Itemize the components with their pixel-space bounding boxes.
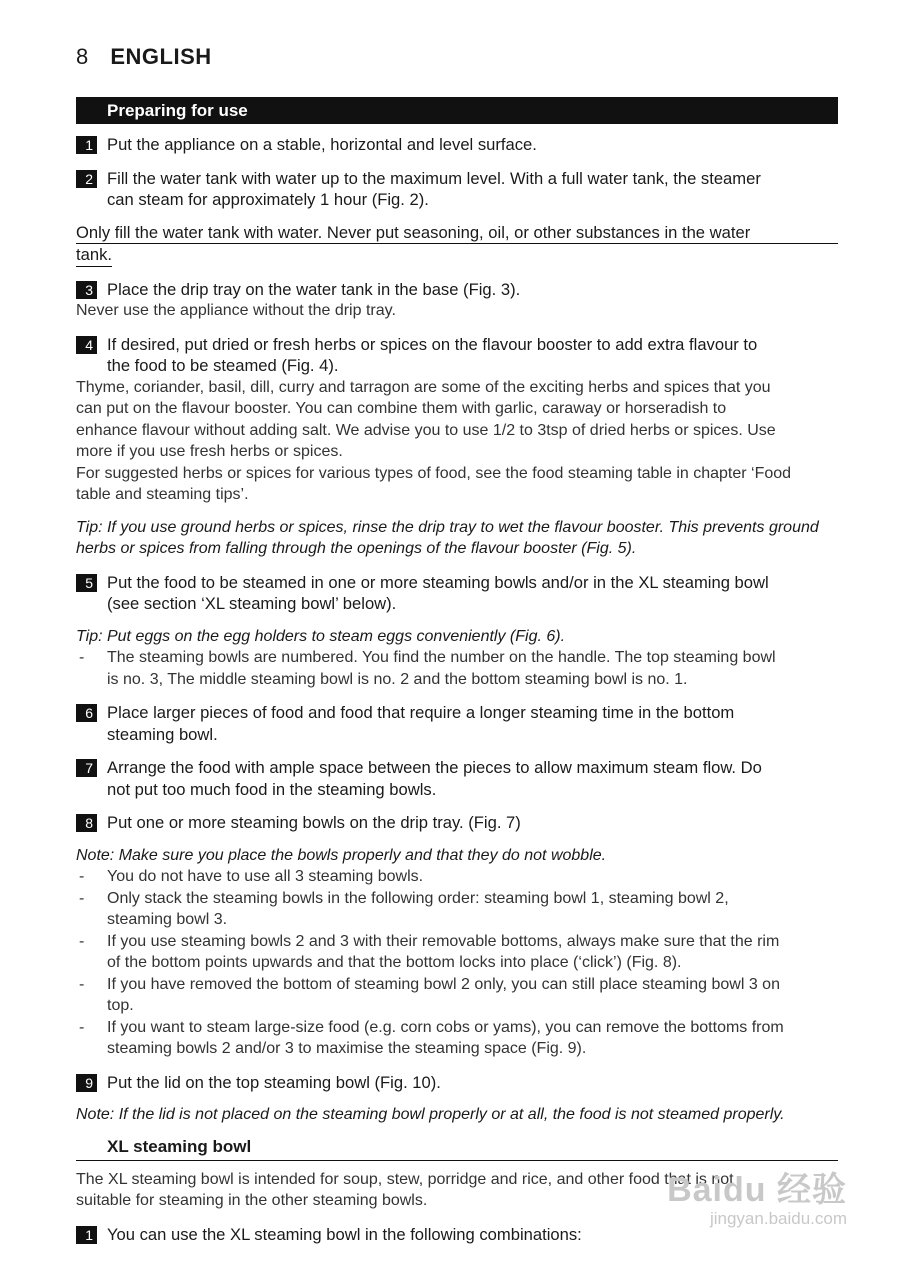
warning-line: Only fill the water tank with water. Never put seasoning, oil, or other substances in the water <box>76 222 838 245</box>
step-number: 8 <box>76 814 97 832</box>
bullet-line: - Only stack the steaming bowls in the following order: steaming bowl 1, steaming bowl 2, <box>107 889 729 907</box>
step-number: 5 <box>76 574 97 592</box>
tip-note <box>76 517 838 560</box>
bullet-line: top. <box>107 997 134 1014</box>
manual-content <box>76 97 838 1245</box>
step-text: You can use the XL steaming bowl in the following combinations: <box>107 1224 582 1244</box>
step-number: 1 <box>76 136 97 154</box>
body-line: more if you use fresh herbs or spices. <box>76 443 343 460</box>
bullet-item <box>76 931 838 974</box>
step-text: Put one or more steaming bowls on the drip tray. (Fig. 7) <box>107 813 521 832</box>
bullet-line: of the bottom points upwards and that the bottom locks into place (‘click’) (Fig. 8). <box>107 954 682 971</box>
body-line: suitable for steaming in the other steaming bowls. <box>76 1192 428 1209</box>
bullet-line: - The steaming bowls are numbered. You find the number on the handle. The top steaming bowl <box>107 649 776 666</box>
step-number: 6 <box>76 704 97 722</box>
page-number: 8 <box>76 44 89 69</box>
note: Note: If the lid is not placed on the steaming bowl properly or at all, the food is not steamed properly. <box>76 1106 785 1123</box>
watermark-url: jingyan.baidu.com <box>709 1209 847 1228</box>
baidu-watermark <box>667 1162 847 1229</box>
step-1 <box>76 134 838 156</box>
tip-line: Tip: If you use ground herbs or spices, rinse the drip tray to wet the flavour booster. This prevents ground <box>76 518 819 536</box>
subsection-title: XL steaming bowl <box>76 1136 838 1161</box>
section-title-bar: Preparing for use <box>76 97 838 124</box>
step-text-line: If desired, put dried or fresh herbs or spices on the flavour booster to add extra flavour to <box>107 334 758 354</box>
step-text-line: (see section ‘XL steaming bowl’ below). <box>107 594 397 613</box>
step-text: Place the drip tray on the water tank in the base (Fig. 3). <box>107 279 521 299</box>
step-number: 2 <box>76 170 97 188</box>
step-note: Never use the appliance without the drip tray. <box>76 302 396 319</box>
step-3 <box>76 279 838 301</box>
body-line: For suggested herbs or spices for various types of food, see the food steaming table in chapter ‘Food <box>76 464 792 482</box>
step-text-line: Put the food to be steamed in one or more steaming bowls and/or in the XL steaming bowl <box>107 572 769 592</box>
body-line: table and steaming tips’. <box>76 486 249 503</box>
step-9 <box>76 1072 838 1094</box>
step-number: 1 <box>76 1226 97 1244</box>
step-number: 9 <box>76 1074 97 1092</box>
language-label: ENGLISH <box>110 44 212 69</box>
step-text-line: Fill the water tank with water up to the maximum level. With a full water tank, the steamer <box>107 168 761 188</box>
bullet-line: - If you use steaming bowls 2 and 3 with their removable bottoms, always make sure that the rim <box>107 932 780 950</box>
bullet-item <box>76 888 838 931</box>
step-number: 4 <box>76 336 97 354</box>
body-line: enhance flavour without adding salt. We advise you to use 1/2 to 3tsp of dried herbs or spices. Use <box>76 421 776 439</box>
watermark-logo: Baidu 经验 <box>667 1171 847 1209</box>
step-text-line: Place larger pieces of food and food that require a longer steaming time in the bottom <box>107 703 735 722</box>
note: Note: Make sure you place the bowls properly and that they do not wobble. <box>76 846 607 864</box>
page-header <box>76 44 212 70</box>
bullet-item <box>76 1017 838 1060</box>
step-number: 3 <box>76 281 97 299</box>
step-text-line: not put too much food in the steaming bowls. <box>107 779 437 799</box>
bullet-line: - If you have removed the bottom of steaming bowl 2 only, you can still place steaming bowl 3 on <box>107 975 780 993</box>
step-text: Put the lid on the top steaming bowl (Fig. 10). <box>107 1072 441 1092</box>
step-number: 7 <box>76 759 97 777</box>
step-text-line: Arrange the food with ample space between the pieces to allow maximum steam flow. Do <box>107 758 762 777</box>
step-6 <box>76 702 838 745</box>
step-5 <box>76 572 838 615</box>
tip-note: Tip: Put eggs on the egg holders to steam eggs conveniently (Fig. 6). <box>76 627 566 645</box>
step-text: Put the appliance on a stable, horizontal and level surface. <box>107 135 537 154</box>
tip-line: herbs or spices from falling through the openings of the flavour booster (Fig. 5). <box>76 540 637 557</box>
bullet-item: - You do not have to use all 3 steaming bowls. <box>76 866 838 888</box>
bullet-line: - If you want to steam large-size food (e.g. corn cobs or yams), you can remove the bottoms from <box>107 1018 784 1036</box>
bullet-item <box>76 647 838 690</box>
step-2 <box>76 168 838 211</box>
step-8 <box>76 812 838 834</box>
step-7 <box>76 757 838 800</box>
body-line: The XL steaming bowl is intended for soup, stew, porridge and rice, and other food that is not <box>76 1170 734 1188</box>
warning-note <box>76 222 838 267</box>
bullet-line: steaming bowl 3. <box>107 911 228 928</box>
bullet-item <box>76 974 838 1017</box>
step-4 <box>76 334 838 377</box>
warning-line: tank. <box>76 244 112 267</box>
step-text-line: steaming bowl. <box>107 724 218 744</box>
bullet-line: is no. 3, The middle steaming bowl is no. 2 and the bottom steaming bowl is no. 1. <box>107 670 688 688</box>
bullet-line: steaming bowls 2 and/or 3 to maximise the steaming space (Fig. 9). <box>107 1040 587 1057</box>
step-text-line: the food to be steamed (Fig. 4). <box>107 356 339 375</box>
step-text-line: can steam for approximately 1 hour (Fig. 2). <box>107 190 429 209</box>
body-line: Thyme, coriander, basil, dill, curry and tarragon are some of the exciting herbs and spices that you <box>76 378 771 396</box>
body-line: can put on the flavour booster. You can combine them with garlic, caraway or horseradish to <box>76 400 727 417</box>
